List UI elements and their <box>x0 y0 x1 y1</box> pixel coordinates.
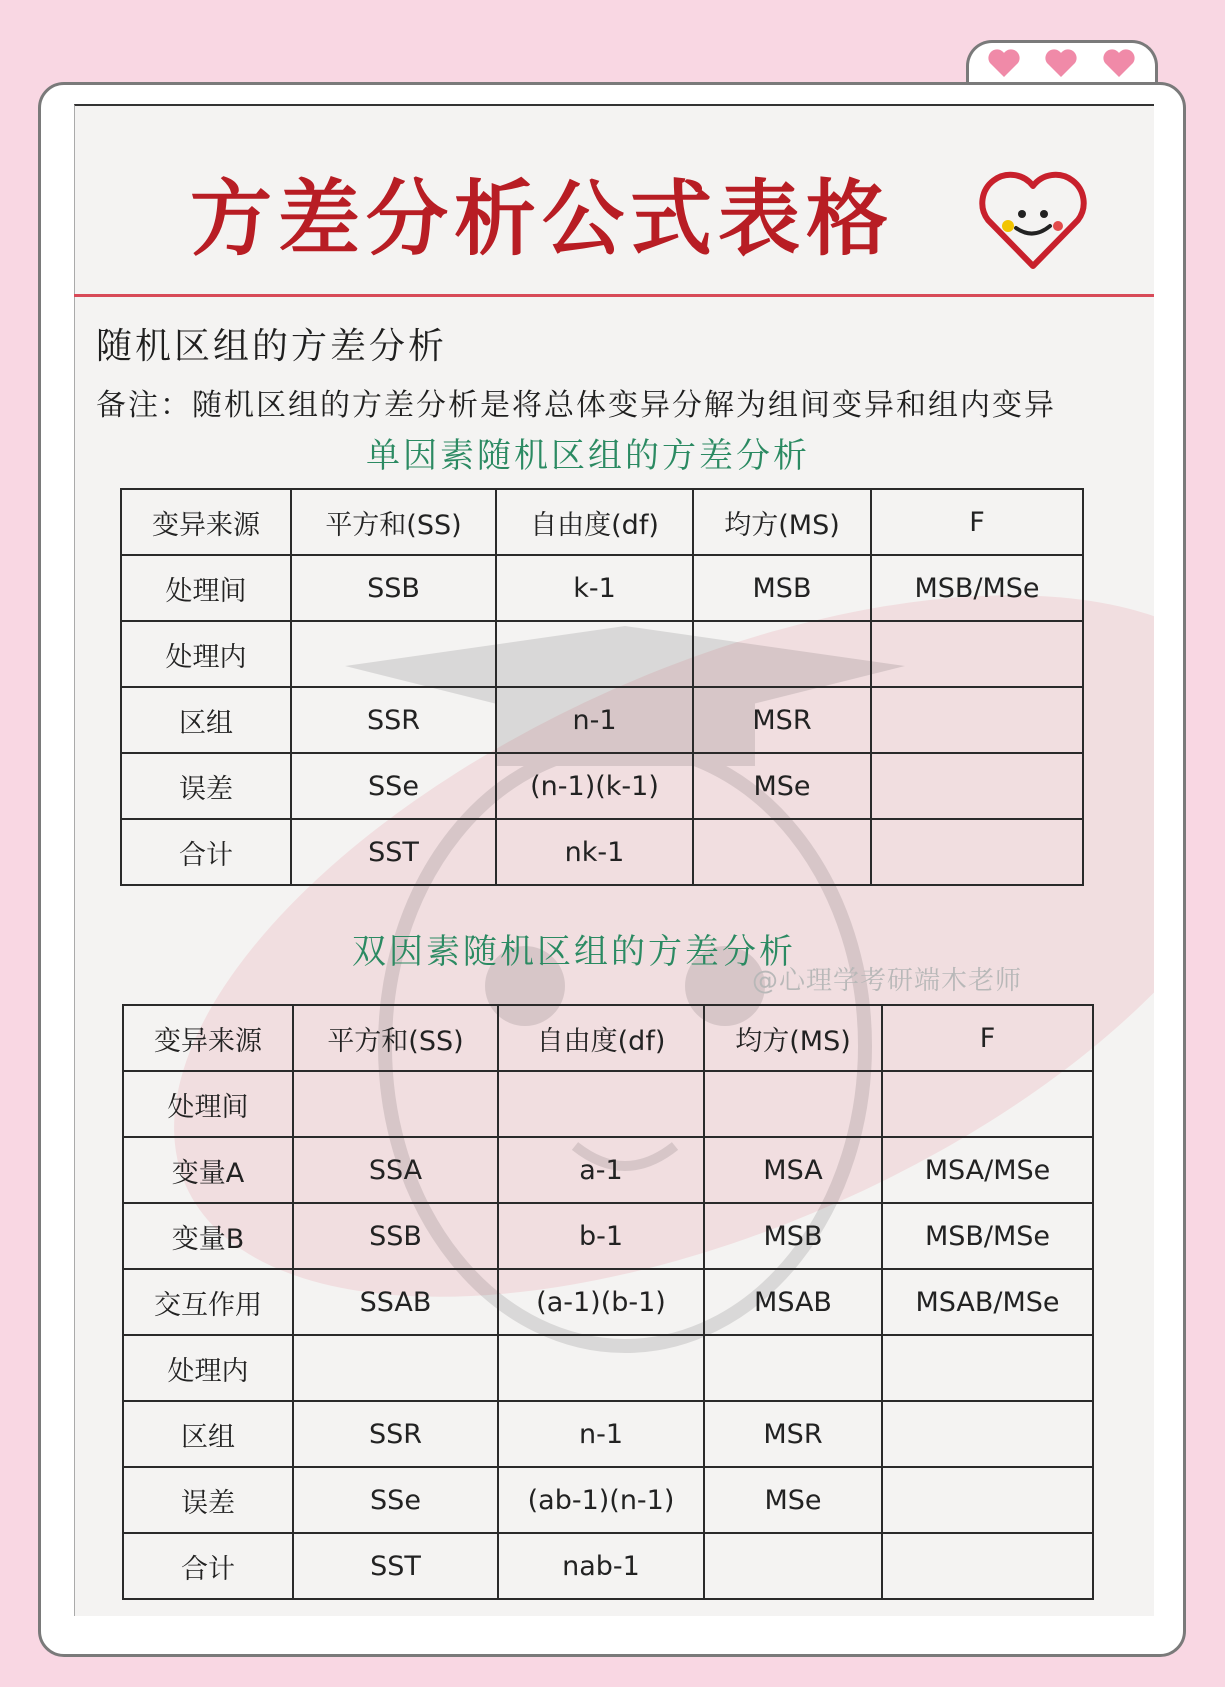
table-cell: (n-1)(k-1) <box>496 753 693 819</box>
table-cell: 处理内 <box>121 621 291 687</box>
heart-icon <box>1044 48 1078 78</box>
table-cell <box>293 1335 498 1401</box>
table-row <box>123 1137 1093 1203</box>
table-cell: SSR <box>293 1401 498 1467</box>
table-cell <box>498 1071 704 1137</box>
table-row <box>121 621 1083 687</box>
table-cell <box>882 1533 1093 1599</box>
table-cell: 区组 <box>123 1401 293 1467</box>
table2-caption: 双因素随机区组的方差分析 <box>352 932 796 972</box>
header-cell: F <box>871 489 1083 555</box>
title-divider <box>74 294 1154 297</box>
note-text: 备注：随机区组的方差分析是将总体变异分解为组间变异和组内变异 <box>96 388 1056 423</box>
table-cell: 合计 <box>121 819 291 885</box>
table-row <box>123 1533 1093 1599</box>
table-cell: n-1 <box>496 687 693 753</box>
table-row <box>121 753 1083 819</box>
table-cell: SST <box>291 819 496 885</box>
table-row <box>123 1203 1093 1269</box>
heart-smile-icon <box>978 168 1088 272</box>
table-row <box>121 555 1083 621</box>
table-cell: b-1 <box>498 1203 704 1269</box>
table-cell: (a-1)(b-1) <box>498 1269 704 1335</box>
table-cell: MSA <box>704 1137 882 1203</box>
table-cell <box>871 753 1083 819</box>
table-cell: SSAB <box>293 1269 498 1335</box>
table-cell <box>882 1071 1093 1137</box>
table-cell: 变量B <box>123 1203 293 1269</box>
table-cell <box>704 1335 882 1401</box>
table-cell <box>704 1533 882 1599</box>
table-cell: MSe <box>704 1467 882 1533</box>
anova-table-one-way <box>120 488 1084 886</box>
table-row <box>123 1401 1093 1467</box>
heart-icon <box>987 48 1021 78</box>
table-row <box>121 819 1083 885</box>
header-cell: 平方和(SS) <box>291 489 496 555</box>
table-cell: k-1 <box>496 555 693 621</box>
table-cell: 区组 <box>121 687 291 753</box>
table-row <box>123 1335 1093 1401</box>
table-cell <box>871 621 1083 687</box>
table-cell: 处理间 <box>123 1071 293 1137</box>
header-cell: 自由度(df) <box>496 489 693 555</box>
table-cell: SSB <box>291 555 496 621</box>
table-cell: MSAB <box>704 1269 882 1335</box>
table-cell <box>882 1467 1093 1533</box>
table-cell: MSe <box>693 753 871 819</box>
table-cell: 合计 <box>123 1533 293 1599</box>
table-cell: n-1 <box>498 1401 704 1467</box>
table-cell: SSe <box>293 1467 498 1533</box>
table-cell: MSB/MSe <box>871 555 1083 621</box>
table-cell: MSAB/MSe <box>882 1269 1093 1335</box>
table-cell: MSR <box>704 1401 882 1467</box>
table-cell <box>693 621 871 687</box>
table-cell: 处理内 <box>123 1335 293 1401</box>
table-cell: 误差 <box>121 753 291 819</box>
table-cell <box>704 1071 882 1137</box>
table-row <box>121 687 1083 753</box>
table-cell <box>498 1335 704 1401</box>
table-cell: 误差 <box>123 1467 293 1533</box>
table-cell: 变量A <box>123 1137 293 1203</box>
table-cell: 交互作用 <box>123 1269 293 1335</box>
header-cell: 自由度(df) <box>498 1005 704 1071</box>
table-cell <box>291 621 496 687</box>
table-cell: nab-1 <box>498 1533 704 1599</box>
table-cell <box>882 1335 1093 1401</box>
table-cell: MSB/MSe <box>882 1203 1093 1269</box>
page-title: 方差分析公式表格 <box>190 171 895 267</box>
table-cell: SSR <box>291 687 496 753</box>
table-cell: (ab-1)(n-1) <box>498 1467 704 1533</box>
table-cell <box>496 621 693 687</box>
table-header-row <box>123 1005 1093 1071</box>
table-cell <box>293 1071 498 1137</box>
table-cell: MSB <box>693 555 871 621</box>
heart-icon <box>1102 48 1136 78</box>
table-cell <box>871 687 1083 753</box>
header-cell: 平方和(SS) <box>293 1005 498 1071</box>
table-cell <box>871 819 1083 885</box>
header-cell: 变异来源 <box>123 1005 293 1071</box>
table-cell: SSB <box>293 1203 498 1269</box>
table-cell: SST <box>293 1533 498 1599</box>
anova-table-two-way <box>122 1004 1094 1600</box>
header-cell: 变异来源 <box>121 489 291 555</box>
table-row <box>123 1467 1093 1533</box>
table-cell: nk-1 <box>496 819 693 885</box>
author-watermark: @心理学考研端木老师 <box>752 966 1023 996</box>
table-row <box>123 1269 1093 1335</box>
table-cell: MSA/MSe <box>882 1137 1093 1203</box>
table-header-row <box>121 489 1083 555</box>
header-cell: F <box>882 1005 1093 1071</box>
table-cell: SSe <box>291 753 496 819</box>
header-cell: 均方(MS) <box>693 489 871 555</box>
table-cell: MSB <box>704 1203 882 1269</box>
header-cell: 均方(MS) <box>704 1005 882 1071</box>
table-row <box>123 1071 1093 1137</box>
table1-caption: 单因素随机区组的方差分析 <box>366 436 810 476</box>
section-title: 随机区组的方差分析 <box>96 326 448 367</box>
table-cell <box>693 819 871 885</box>
table-cell <box>882 1401 1093 1467</box>
table-cell: MSR <box>693 687 871 753</box>
table-cell: a-1 <box>498 1137 704 1203</box>
table-cell: SSA <box>293 1137 498 1203</box>
table-cell: 处理间 <box>121 555 291 621</box>
